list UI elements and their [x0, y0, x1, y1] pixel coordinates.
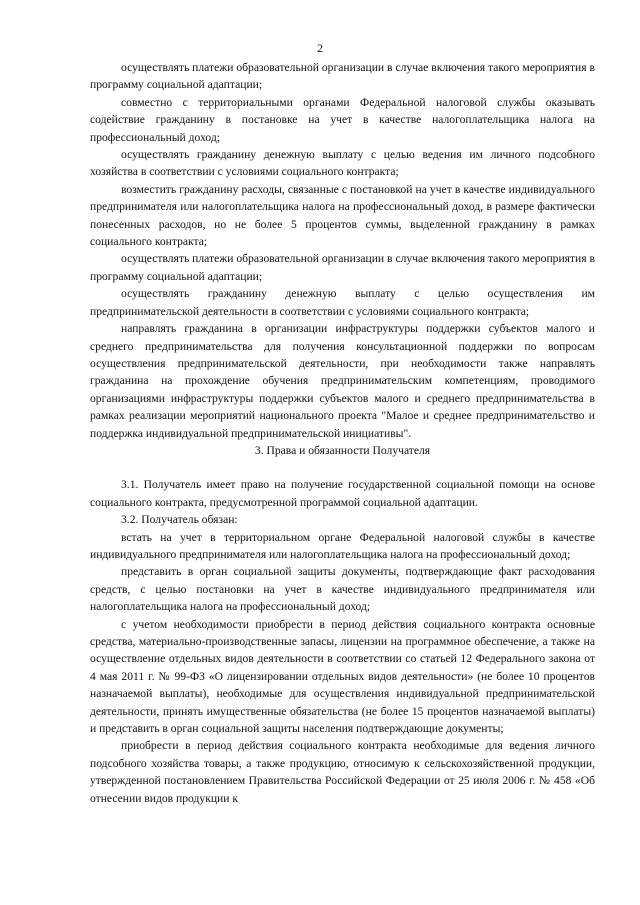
paragraph: осуществлять гражданину денежную выплату с целью осуществления им предпринимательской деятельности в соответствии с условиями социального контракта;	[90, 287, 595, 318]
paragraph: 3.2. Получатель обязан:	[121, 513, 238, 527]
paragraph: 3.1. Получатель имеет право на получение государственной социальной помощи на основе социального контракта, предусмотренной программой социальной адаптации.	[90, 478, 595, 509]
document-body	[90, 59, 595, 807]
paragraph: встать на учет в территориальном органе Федеральной налоговой службы в качестве индивидуального предпринимателя или налогоплательщика налога на профессиональный доход;	[90, 530, 595, 561]
paragraph: с учетом необходимости приобрести в период действия социального контракта основные средства, материально-производственные запасы, лицензии на программное обеспечение, а также на осуществление отдельных видов деятельности в соответствии со статьей 12 Федерального закона от 4 мая 2011 г. № 99-ФЗ «О лицензировании отдельных видов деятельности» (не более 10 процентов назначаемой выплаты), необходимые для осуществления индивидуальной предпринимательской деятельности, принять имущественные обязательства (не более 15 процентов назначаемой выплаты) и представить в орган социальной защиты населения подтверждающие документы;	[90, 617, 595, 736]
paragraph: осуществлять гражданину денежную выплату с целью ведения им личного подсобного хозяйства в соответствии с условиями социального контракта;	[90, 148, 595, 179]
paragraph: приобрести в период действия социального контракта необходимые для ведения личного подсобного хозяйства товары, а также продукцию, относимую к сельскохозяйственной продукции, утвержденной постановлением Правительства Российской Федерации от 25 июля 2006 г. № 458 «Об отнесении видов продукции к	[90, 739, 595, 805]
paragraph: осуществлять платежи образовательной организации в случае включения такого мероприятия в программу социальной адаптации;	[90, 252, 595, 283]
page-number: 2	[317, 42, 323, 55]
paragraph: направлять гражданина в организации инфраструктуры поддержки субъектов малого и среднего предпринимательства для получения консультационной поддержки по вопросам осуществления предпринимательской деятельности, при необходимости также направлять гражданина на прохождение обучения предпринимательским компетенциям, проводимого организациями инфраструктуры поддержки субъектов малого и среднего предпринимательства в рамках реализации мероприятий национального проекта "Малое и среднее предпринимательство и поддержка индивидуальной предпринимательской инициативы".	[90, 322, 595, 440]
paragraph: возместить гражданину расходы, связанные с постановкой на учет в качестве индивидуального предпринимателя или налогоплательщика налога на профессиональный доход, в размере фактически понесенных расходов, но не более 5 процентов суммы, выделенной гражданину в рамках социального контракта;	[90, 182, 595, 249]
paragraph: осуществлять платежи образовательной организации в случае включения такого мероприятия в программу социальной адаптации;	[90, 61, 595, 92]
paragraph: совместно с территориальными органами Федеральной налоговой службы оказывать содействие гражданину в постановке на учет в качестве налогоплательщика налога на профессиональный доход;	[90, 95, 595, 144]
paragraph: представить в орган социальной защиты документы, подтверждающие факт расходования средств, с целью постановки на учет в качестве индивидуального предпринимателя или налогоплательщика налога на профессиональный доход;	[90, 565, 595, 614]
section-heading: 3. Права и обязанности Получателя	[254, 443, 431, 457]
